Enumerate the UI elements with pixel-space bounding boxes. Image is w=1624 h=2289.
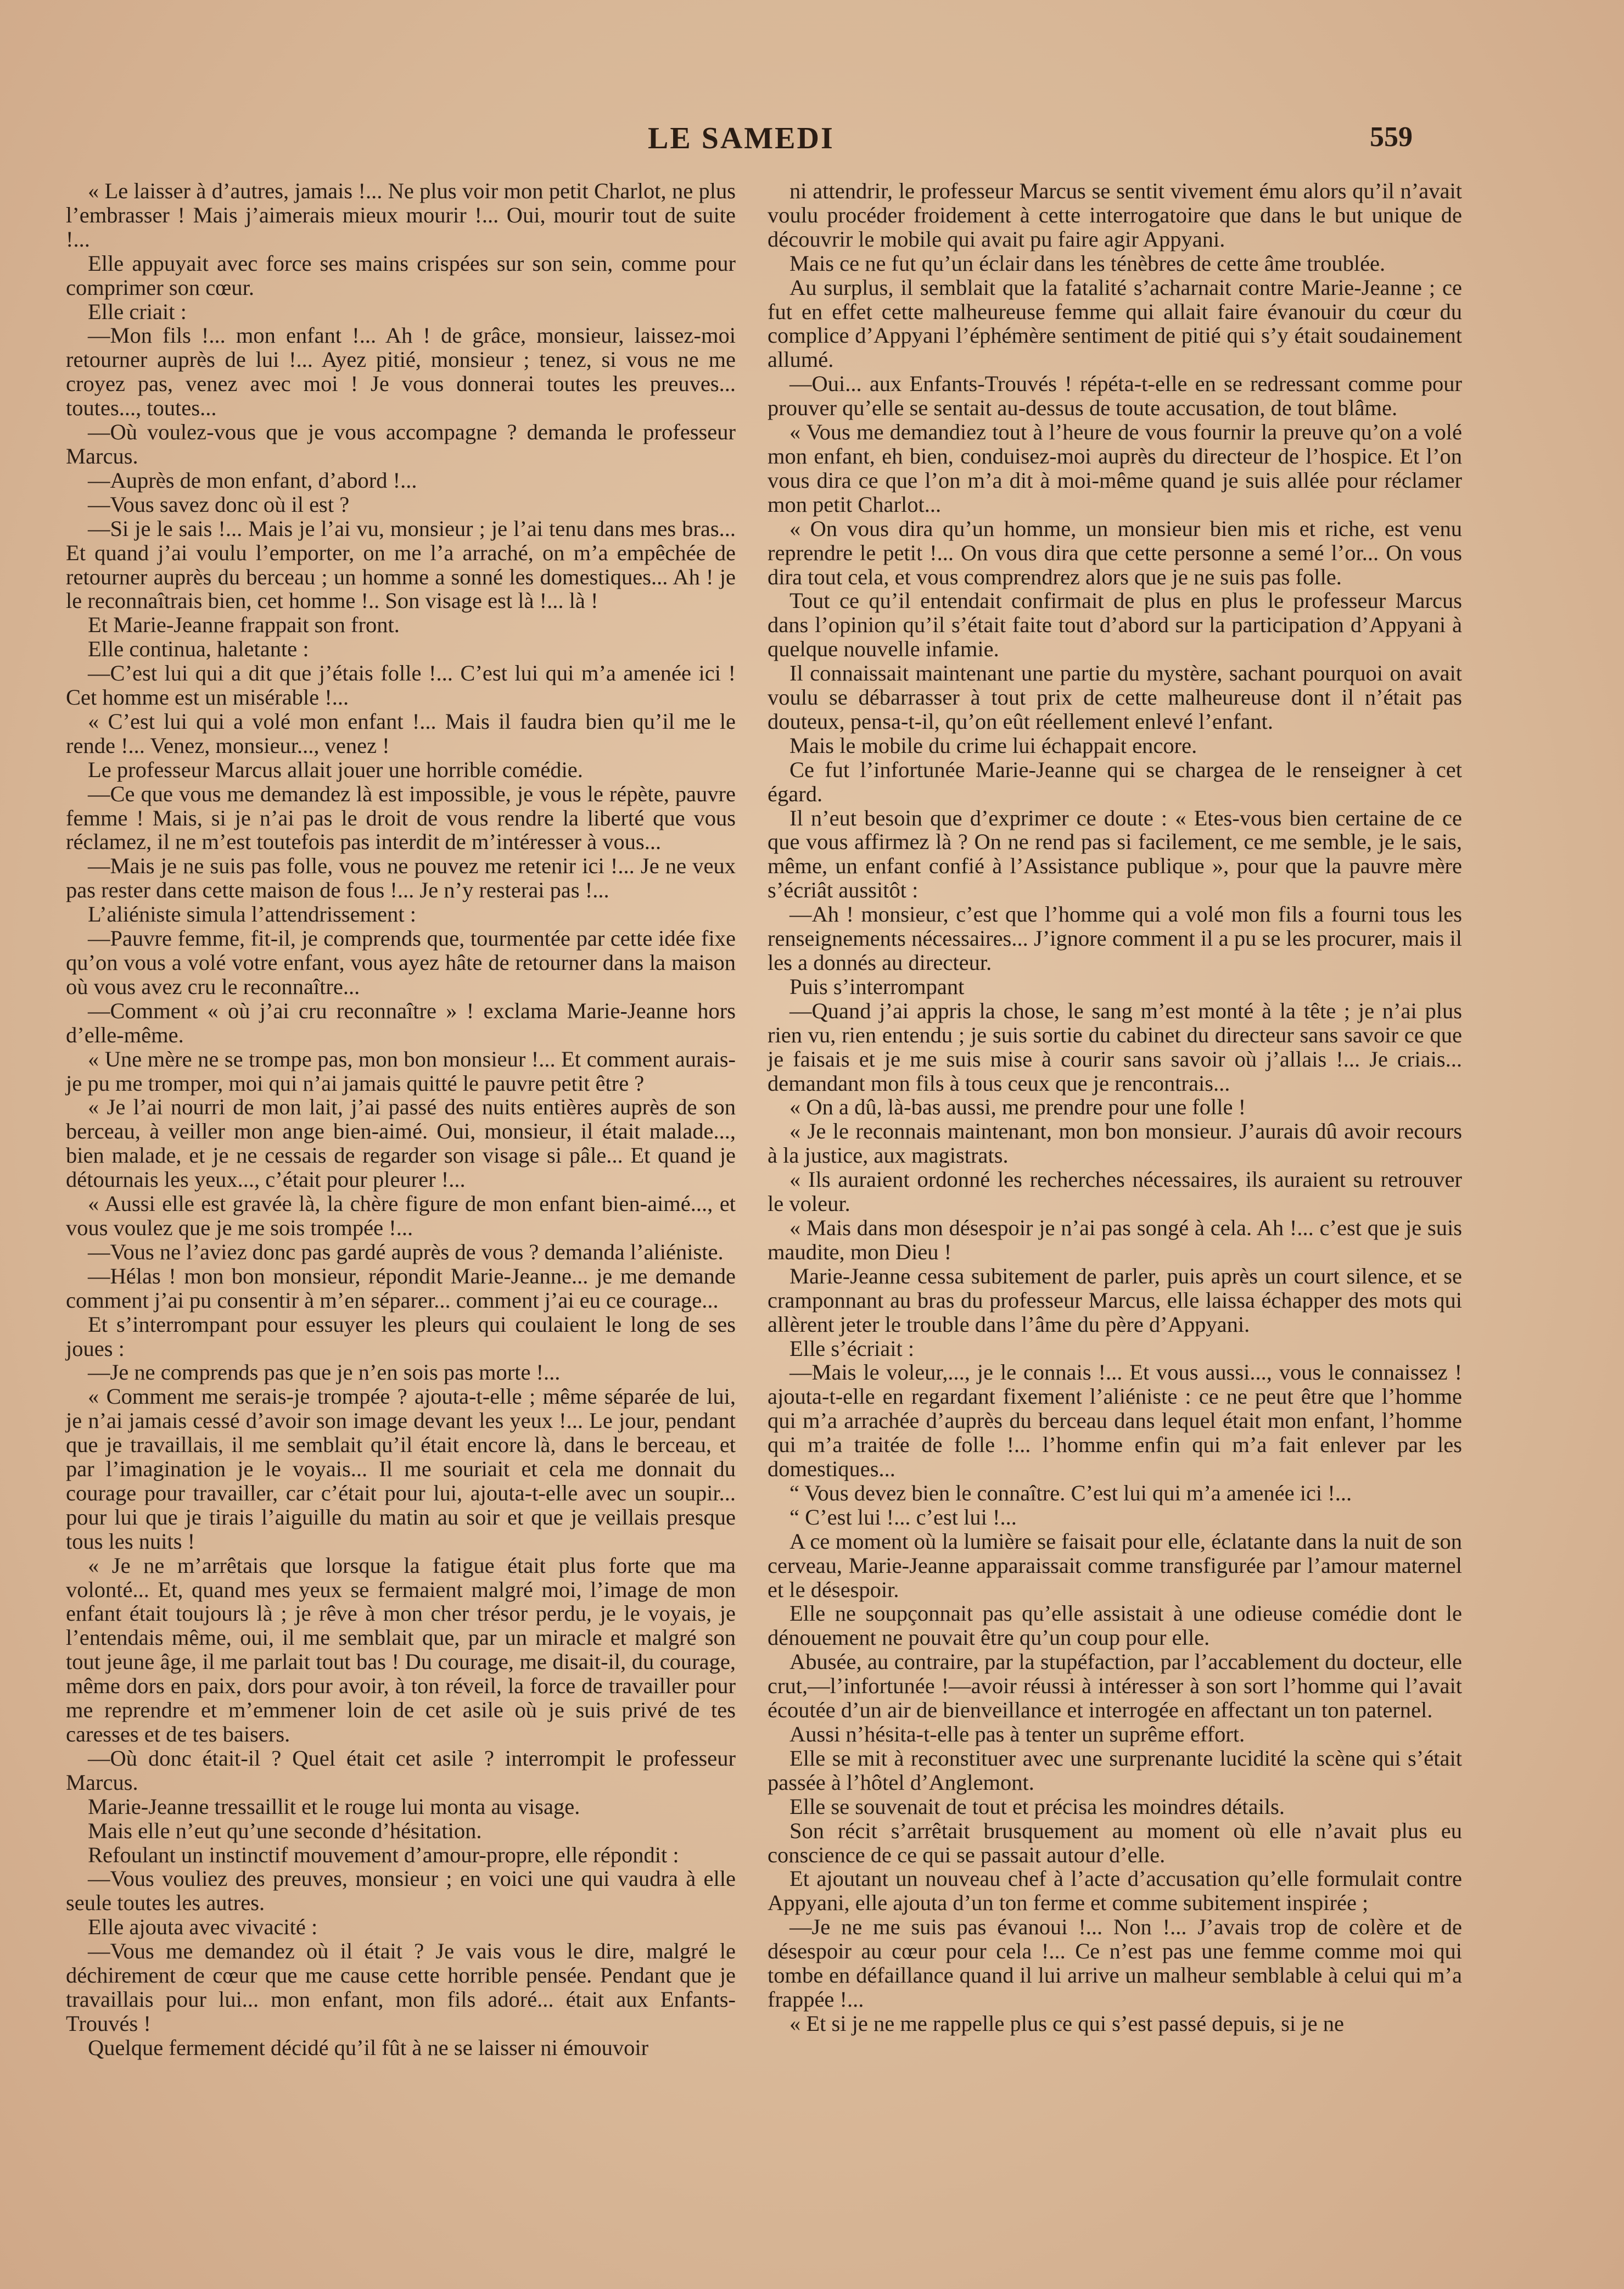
paragraph: Mais ce ne fut qu’un éclair dans les ténèbres de cette âme troublée. [789, 250, 1386, 276]
paragraph: « Je ne m’arrêtais que lorsque la fatigue était plus forte que ma volonté... Et, quand mes yeux se fermaient malgré moi, l’image de mon enfant était toujours là ; je rêve à mon cher trésor perdu, je le voyais, je l’entendais même, oui, il me semblait que, par un miracle et malgré son tout jeune âge, il me parlait tout bas ! Du courage, me disait-il, du courage, même dors en paix, dors pour avoir, à ton réveil, la force de travailler pour me reprendre et m’emmener loin de cet asile où je suis privé de tes caresses et de tes baisers. [66, 1553, 736, 1746]
paragraph: Et ajoutant un nouveau chef à l’acte d’accusation qu’elle formulait contre Appyani, elle ajouta d’un ton ferme et comme subitement inspirée ; [768, 1866, 1462, 1916]
paragraph: « Comment me serais-je trompée ? ajouta-t-elle ; même séparée de lui, je n’ai jamais cessé d’avoir son image devant les yeux !... Le jour, pendant que je travaillais, il me semblait qu’il était encore là, dans le berceau, et par l’imagination je le voyais... Il me souriait et cela me donnait du courage pour travailler, car c’était pour lui, ajouta-t-elle avec un soupir... pour lui que je tirais l’aiguille du matin au soir et que je veillais presque tous les nuits ! [66, 1384, 736, 1554]
paragraph: « Vous me demandiez tout à l’heure de vous fournir la preuve qu’on a volé mon enfant, eh bien, conduisez-moi auprès du directeur de l’hospice. Et l’on vous dira ce que l’on m’a dit à moi-même quand je suis allée pour réclamer mon petit Charlot... [768, 420, 1462, 517]
running-title: LE SAMEDI [648, 121, 835, 155]
paragraph: —Comment « où j’ai cru reconnaître » ! exclama Marie-Jeanne hors d’elle-même. [66, 998, 736, 1047]
paragraph: « On vous dira qu’un homme, un monsieur bien mis et riche, est venu reprendre le petit !... On vous dira que cette personne a semé l’or... On vous dira tout cela, et vous comprendrez alors que je ne suis pas folle. [768, 516, 1462, 589]
paragraph: —Mon fils !... mon enfant !... Ah ! de grâce, monsieur, laissez-moi retourner auprès de lui !... Ayez pitié, monsieur ; tenez, si vous ne me croyez pas, venez avec moi ! Je vous donnerai toutes les preuves... toutes..., toutes... [66, 323, 736, 421]
paragraph: Elle ne soupçonnait pas qu’elle assistait à une odieuse comédie dont le dénouement ne pouvait être qu’un coup pour elle. [768, 1601, 1462, 1650]
paragraph: Puis s’interrompant [789, 974, 965, 999]
paragraph: —Vous vouliez des preuves, monsieur ; en voici une qui vaudra à elle seule toutes les autres. [66, 1866, 736, 1916]
paragraph: —Si je le sais !... Mais je l’ai vu, monsieur ; je l’ai tenu dans mes bras... Et quand j’ai voulu l’emporter, on me l’a arraché, on m’a empêchée de retourner auprès du berceau ; un homme a sonné les domestiques... Ah ! je le reconnaîtrais bien, cet homme !.. Son visage est là !... là ! [66, 516, 736, 613]
paragraph: “ Vous devez bien le connaître. C’est lui qui m’a amenée ici !... [789, 1480, 1352, 1505]
paragraph: Au surplus, il semblait que la fatalité s’acharnait contre Marie-Jeanne ; ce fut en effet cette malheureuse femme qui allait faire évanouir du cœur du complice d’Appyani l’éphémère sentiment de pitié qui s’y était soudainement allumé. [768, 275, 1462, 372]
paragraph: —Où donc était-il ? Quel était cet asile ? interrompit le professeur Marcus. [66, 1745, 736, 1795]
page-header [49, 121, 1422, 165]
paragraph: « C’est lui qui a volé mon enfant !... Mais il faudra bien qu’il me le rende !... Venez, monsieur..., venez ! [66, 708, 736, 758]
paragraph: « Le laisser à d’autres, jamais !... Ne plus voir mon petit Charlot, ne plus l’embrasser ! Mais j’aimerais mieux mourir !... Oui, mourir tout de suite !... [66, 178, 736, 252]
paragraph: « Aussi elle est gravée là, la chère figure de mon enfant bien-aimé..., et vous voulez que je me sois trompée !... [66, 1191, 736, 1240]
paragraph: Tout ce qu’il entendait confirmait de plus en plus le professeur Marcus dans l’opinion qu’il s’était faite tout d’abord sur la participation d’Appyani à quelque nouvelle infamie. [768, 588, 1462, 662]
paragraph: —Mais je ne suis pas folle, vous ne pouvez me retenir ici !... Je ne veux pas rester dans cette maison de fous !... Je n’y resterai pas !... [66, 853, 736, 903]
paragraph: —Oui... aux Enfants-Trouvés ! répéta-t-elle en se redressant comme pour prouver qu’elle se sentait au-dessus de toute accusation, de tout blâme. [768, 371, 1462, 421]
paragraph: —Hélas ! mon bon monsieur, répondit Marie-Jeanne... je me demande comment j’ai pu consentir à m’en séparer... comment j’ai eu ce courage... [66, 1263, 736, 1313]
paragraph: Abusée, au contraire, par la stupéfaction, par l’accablement du docteur, elle crut,—l’infortunée !—avoir réussi à intéresser à son sort l’homme qui l’avait écoutée d’un air de bienveillance et interrogée en affectant un ton paternel. [768, 1649, 1462, 1723]
paragraph: —Mais le voleur,..., je le connais !... Et vous aussi..., vous le connaissez ! ajouta-t-elle en regardant fixement l’aliéniste : ce ne peut être que l’homme qui m’a arrachée d’auprès du berceau dans lequel était mon enfant, l’homme qui m’a traitée de folle !... l’homme enfin qui m’a fait enlever par les domestiques... [768, 1360, 1462, 1482]
paragraph: Marie-Jeanne cessa subitement de parler, puis après un court silence, et se cramponnant au bras du professeur Marcus, elle laissa échapper des mots qui allèrent jeter le trouble dans l’âme du père d’Appyani. [768, 1263, 1462, 1337]
paragraph: —Pauvre femme, fit-il, je comprends que, tourmentée par cette idée fixe qu’on vous a volé votre enfant, vous ayez hâte de retourner dans la maison où vous avez cru le reconnaître... [66, 926, 736, 999]
paragraph: « Mais dans mon désespoir je n’ai pas songé à cela. Ah !... c’est que je suis maudite, mon Dieu ! [768, 1215, 1462, 1264]
paragraph: —Je ne me suis pas évanoui !... Non !... J’avais trop de colère et de désespoir au cœur pour cela !... Ce n’est pas une femme comme moi qui tombe en défaillance quand il lui arrive un malheur semblable à celui qui m’a frappée !... [768, 1914, 1462, 2012]
paragraph: Quelque fermement décidé qu’il fût à ne se laisser ni émouvoir [88, 2035, 649, 2060]
paragraph: Elle ajouta avec vivacité : [88, 1914, 318, 1940]
paragraph: —Vous savez donc où il est ? [88, 492, 350, 517]
paragraph: —Ah ! monsieur, c’est que l’homme qui a volé mon fils a fourni tous les renseignements nécessaires... J’ignore comment il a pu se les procurer, mais il les a donnés au directeur. [768, 902, 1462, 975]
paragraph: L’aliéniste simula l’attendrissement : [88, 902, 416, 927]
paragraph: « Une mère ne se trompe pas, mon bon monsieur !... Et comment aurais-je pu me tromper, moi qui n’ai jamais quitté le pauvre petit être ? [66, 1046, 736, 1096]
paragraph: Marie-Jeanne tressaillit et le rouge lui monta au visage. [88, 1794, 580, 1819]
paragraph: Mais le mobile du crime lui échappait encore. [789, 733, 1197, 758]
paragraph: —Quand j’ai appris la chose, le sang m’est monté à la tête ; je n’ai plus rien vu, rien entendu ; je suis sortie du cabinet du directeur sans savoir ce que je faisais et je me suis mise à courir sans savoir où j’allais !... Je criais... demandant mon fils à tous ceux que je rencontrais... [768, 998, 1462, 1096]
page-number: 559 [1370, 121, 1413, 153]
paragraph: “ C’est lui !... c’est lui !... [789, 1504, 1017, 1529]
paragraph: —Vous me demandez où il était ? Je vais vous le dire, malgré le déchirement de cœur que me cause cette horrible pensée. Pendant que je travaillais pour lui... mon enfant, mon fils adoré... était aux Enfants-Trouvés ! [66, 1939, 736, 2036]
paragraph: « On a dû, là-bas aussi, me prendre pour une folle ! [789, 1095, 1246, 1120]
paragraph: Ce fut l’infortunée Marie-Jeanne qui se chargea de le renseigner à cet égard. [768, 757, 1462, 806]
paragraph: Son récit s’arrêtait brusquement au moment où elle n’avait plus eu conscience de ce qui se passait autour d’elle. [768, 1818, 1462, 1867]
paragraph: Il connaissait maintenant une partie du mystère, sachant pourquoi on avait voulu se débarrasser à tout prix de cette malheureuse dont il n’était pas douteux, pensa-t-il, qu’on eût réellement enlevé l’enfant. [768, 661, 1462, 734]
paragraph: Elle se souvenait de tout et précisa les moindres détails. [789, 1794, 1285, 1819]
paragraph: Elle se mit à reconstituer avec une surprenante lucidité la scène qui s’était passée à l’hôtel d’Anglemont. [768, 1745, 1462, 1795]
paragraph: « Je le reconnais maintenant, mon bon monsieur. J’aurais dû avoir recours à la justice, aux magistrats. [768, 1119, 1462, 1168]
left-column [66, 179, 736, 2060]
paragraph: —Vous ne l’aviez donc pas gardé auprès de vous ? demanda l’aliéniste. [88, 1239, 724, 1264]
paragraph: « Et si je ne me rappelle plus ce qui s’est passé depuis, si je ne [789, 2011, 1344, 2036]
paragraph: Mais elle n’eut qu’une seconde d’hésitation. [88, 1818, 482, 1843]
paragraph: A ce moment où la lumière se faisait pour elle, éclatante dans la nuit de son cerveau, Marie-Jeanne apparaissait comme transfigurée par l’amour maternel et le désespoir. [768, 1528, 1462, 1602]
paragraph: Elle continua, haletante : [88, 637, 309, 662]
right-column [768, 179, 1462, 2036]
paragraph: Elle s’écriait : [789, 1336, 915, 1361]
paragraph: « Ils auraient ordonné les recherches nécessaires, ils auraient su retrouver le voleur. [768, 1167, 1462, 1216]
paragraph: Et Marie-Jeanne frappait son front. [88, 612, 400, 638]
paragraph: —Auprès de mon enfant, d’abord !... [88, 467, 417, 493]
paragraph: Il n’eut besoin que d’exprimer ce doute : « Etes-vous bien certaine de ce que vous affirmez là ? On ne rend pas si facilement, ce me semble, je le sais, même, un enfant confié à l’Assistance publique », pour que la pauvre mère s’écriât aussitôt : [768, 805, 1462, 903]
paragraph: « Je l’ai nourri de mon lait, j’ai passé des nuits entières auprès de son berceau, à veiller mon ange bien-aimé. Oui, monsieur, il était malade..., bien malade, et je ne cessais de regarder son visage si pâle... Et quand je détournais les yeux..., c’était pour pleurer !... [66, 1095, 736, 1192]
paragraph: Elle criait : [88, 299, 187, 324]
paragraph: —Ce que vous me demandez là est impossible, je vous le répète, pauvre femme ! Mais, si je n’ai pas le droit de vous rendre la liberté que vous réclamez, il ne m’est toutefois pas interdit de m’intéresser à vous... [66, 781, 736, 855]
paragraph: Le professeur Marcus allait jouer une horrible comédie. [88, 757, 583, 782]
paragraph: Et s’interrompant pour essuyer les pleurs qui coulaient le long de ses joues : [66, 1311, 736, 1361]
paragraph: Refoulant un instinctif mouvement d’amour-propre, elle répondit : [88, 1842, 679, 1867]
paragraph: —Je ne comprends pas que je n’en sois pas morte !... [88, 1360, 561, 1385]
paragraph: ni attendrir, le professeur Marcus se sentit vivement ému alors qu’il n’avait voulu procéder froidement à cette interrogatoire que dans le but unique de découvrir le mobile qui avait pu faire agir Appyani. [768, 178, 1462, 252]
paragraph: —C’est lui qui a dit que j’étais folle !... C’est lui qui m’a amenée ici ! Cet homme est un misérable !... [66, 661, 736, 710]
paragraph: Aussi n’hésita-t-elle pas à tenter un suprême effort. [789, 1722, 1245, 1746]
paragraph: Elle appuyait avec force ses mains crispées sur son sein, comme pour comprimer son cœur. [66, 250, 736, 300]
paragraph: —Où voulez-vous que je vous accompagne ? demanda le professeur Marcus. [66, 420, 736, 468]
